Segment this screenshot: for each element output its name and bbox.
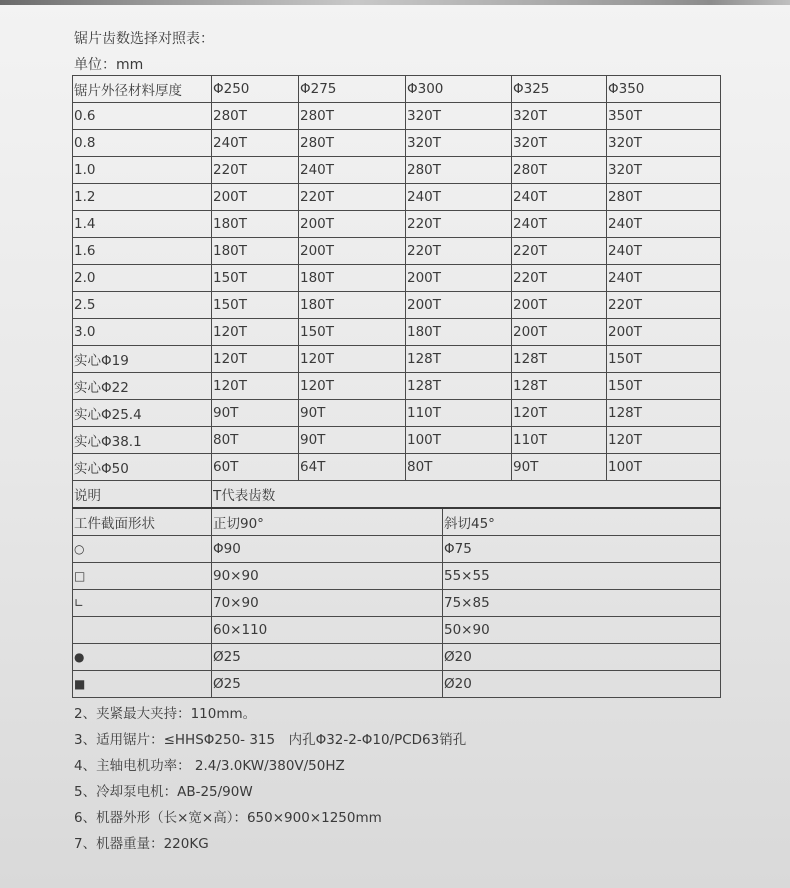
table-cell: 150T — [607, 346, 721, 373]
spec-item: 7、机器重量：220KG — [74, 836, 209, 852]
table-cell: Φ90 — [212, 536, 443, 563]
table-cell: 110T — [406, 400, 512, 427]
table-cell: 220T — [406, 211, 512, 238]
table-cell: 128T — [406, 346, 512, 373]
table-cell: 200T — [512, 319, 607, 346]
spec-item: 2、夹紧最大夹持：110mm。 — [74, 706, 257, 722]
table-cell: 120T — [212, 373, 299, 400]
table-cell: 90T — [299, 400, 406, 427]
table-cell: 0.6 — [73, 103, 212, 130]
page-title: 锯片齿数选择对照表： — [74, 31, 214, 47]
table-cell: 280T — [512, 157, 607, 184]
table-cell: 180T — [406, 319, 512, 346]
spec-item: 4、主轴电机功率： 2.4/3.0KW/380V/50HZ — [74, 758, 345, 774]
header-cell: Φ250 — [212, 76, 299, 103]
table-cell: 240T — [212, 130, 299, 157]
table-cell: 100T — [406, 427, 512, 454]
header-cell: Φ275 — [299, 76, 406, 103]
table-cell: 220T — [512, 238, 607, 265]
table-row — [73, 671, 721, 698]
table-cell: 120T — [299, 373, 406, 400]
table-cell: 100T — [607, 454, 721, 481]
table-row — [73, 265, 721, 292]
table-cell: 200T — [406, 265, 512, 292]
note-row — [73, 481, 721, 508]
note-label: 说明 — [73, 481, 212, 508]
table-row — [73, 644, 721, 671]
table-cell: 80T — [212, 427, 299, 454]
table-cell: 320T — [406, 130, 512, 157]
table-row — [73, 454, 721, 481]
table-cell: 2.5 — [73, 292, 212, 319]
table-row — [73, 400, 721, 427]
table-cell: Ø20 — [443, 644, 721, 671]
table-cell: 220T — [299, 184, 406, 211]
table-row — [73, 427, 721, 454]
table-cell: 200T — [512, 292, 607, 319]
table-row — [73, 211, 721, 238]
table-cell: 280T — [607, 184, 721, 211]
table-cell: 200T — [212, 184, 299, 211]
table-cell: 60T — [212, 454, 299, 481]
table-cell: 55×55 — [443, 563, 721, 590]
table-cell: 150T — [212, 292, 299, 319]
table-cell: 280T — [299, 103, 406, 130]
header-cell: 工件截面形状 — [73, 508, 212, 536]
table-cell: 80T — [406, 454, 512, 481]
header-cell: 锯片外径材料厚度 — [73, 76, 212, 103]
table-cell: 200T — [299, 211, 406, 238]
table-cell: 实心Φ19 — [73, 346, 212, 373]
table-cell: 280T — [406, 157, 512, 184]
table-cell: 90×90 — [212, 563, 443, 590]
table-cell: 1.6 — [73, 238, 212, 265]
table-cell: Φ75 — [443, 536, 721, 563]
table-cell: 220T — [212, 157, 299, 184]
table-cell: 240T — [299, 157, 406, 184]
table-cell: 320T — [607, 130, 721, 157]
table-cell: 120T — [212, 346, 299, 373]
table-row — [73, 617, 721, 644]
table-cell: 1.0 — [73, 157, 212, 184]
table-cell: 128T — [607, 400, 721, 427]
top-decorative-bar — [0, 0, 790, 5]
table-cell: 1.4 — [73, 211, 212, 238]
spec-list — [74, 701, 466, 857]
table-row — [73, 130, 721, 157]
header-cell: Φ325 — [512, 76, 607, 103]
table-cell: 120T — [607, 427, 721, 454]
table-cell: 75×85 — [443, 590, 721, 617]
table-cell: 120T — [512, 400, 607, 427]
header-cell: 斜切45° — [443, 508, 721, 536]
solid-square-icon: ■ — [73, 671, 212, 698]
table-cell: 128T — [512, 346, 607, 373]
spec-item: 6、机器外形（长×宽×高）：650×900×1250mm — [74, 810, 382, 826]
table-row — [73, 319, 721, 346]
table-cell: 240T — [512, 211, 607, 238]
table-cell: 150T — [299, 319, 406, 346]
cutting-capacity-table — [72, 507, 721, 698]
angle-icon: ∟ — [73, 590, 212, 617]
table-cell: 180T — [299, 265, 406, 292]
table-cell: 200T — [607, 319, 721, 346]
header-cell: Φ300 — [406, 76, 512, 103]
circle-outline-icon: ○ — [73, 536, 212, 563]
table-cell: Ø25 — [212, 671, 443, 698]
empty-shape-cell — [73, 617, 212, 644]
table-cell: 120T — [212, 319, 299, 346]
table-cell: 280T — [299, 130, 406, 157]
table-cell: 180T — [212, 211, 299, 238]
table-cell: 150T — [212, 265, 299, 292]
table-cell: 240T — [406, 184, 512, 211]
table-cell: 0.8 — [73, 130, 212, 157]
saw-tooth-table — [72, 75, 721, 508]
table-cell: 实心Φ38.1 — [73, 427, 212, 454]
table-cell: 90T — [212, 400, 299, 427]
table-cell: 128T — [512, 373, 607, 400]
table-cell: 110T — [512, 427, 607, 454]
table-cell: Ø20 — [443, 671, 721, 698]
table-cell: 240T — [607, 238, 721, 265]
table-cell: 实心Φ50 — [73, 454, 212, 481]
table-cell: 220T — [406, 238, 512, 265]
table-cell: 70×90 — [212, 590, 443, 617]
table-row — [73, 292, 721, 319]
solid-circle-icon: ● — [73, 644, 212, 671]
table-cell: 3.0 — [73, 319, 212, 346]
table-row — [73, 238, 721, 265]
header-cell: Φ350 — [607, 76, 721, 103]
table-cell: 320T — [512, 103, 607, 130]
table-cell: 240T — [607, 265, 721, 292]
table-cell: 320T — [512, 130, 607, 157]
table-cell: 320T — [607, 157, 721, 184]
table-cell: 280T — [212, 103, 299, 130]
table-cell: 220T — [607, 292, 721, 319]
table-cell: 240T — [607, 211, 721, 238]
table-row — [73, 103, 721, 130]
table-cell: 320T — [406, 103, 512, 130]
table-cell: 实心Φ25.4 — [73, 400, 212, 427]
unit-label: 单位：mm — [74, 57, 144, 73]
table-cell: 2.0 — [73, 265, 212, 292]
table-cell: 180T — [299, 292, 406, 319]
table-cell: 240T — [512, 184, 607, 211]
table-cell: 60×110 — [212, 617, 443, 644]
table-cell: 实心Φ22 — [73, 373, 212, 400]
table-row — [73, 346, 721, 373]
table-cell: 50×90 — [443, 617, 721, 644]
table-cell: 220T — [512, 265, 607, 292]
table-cell: 90T — [299, 427, 406, 454]
table-cell: 350T — [607, 103, 721, 130]
table-cell: 64T — [299, 454, 406, 481]
table-cell: 120T — [299, 346, 406, 373]
table-row — [73, 184, 721, 211]
table-row — [73, 563, 721, 590]
header-cell: 正切90° — [212, 508, 443, 536]
spec-item: 5、冷却泵电机：AB-25/90W — [74, 784, 253, 800]
table-row — [73, 536, 721, 563]
table-row — [73, 590, 721, 617]
table-header-row — [73, 508, 721, 536]
spec-item: 3、适用锯片：≤HHSΦ250- 315 内孔Φ32-2-Φ10/PCD63销孔 — [74, 732, 467, 748]
table-cell: 1.2 — [73, 184, 212, 211]
table-cell: 150T — [607, 373, 721, 400]
table-cell: Ø25 — [212, 644, 443, 671]
table-row — [73, 157, 721, 184]
note-text: T代表齿数 — [212, 481, 721, 508]
table-cell: 180T — [212, 238, 299, 265]
table-cell: 200T — [406, 292, 512, 319]
table-row — [73, 373, 721, 400]
table-cell: 90T — [512, 454, 607, 481]
table-header-row — [73, 76, 721, 103]
table-cell: 200T — [299, 238, 406, 265]
square-outline-icon: □ — [73, 563, 212, 590]
table-cell: 128T — [406, 373, 512, 400]
